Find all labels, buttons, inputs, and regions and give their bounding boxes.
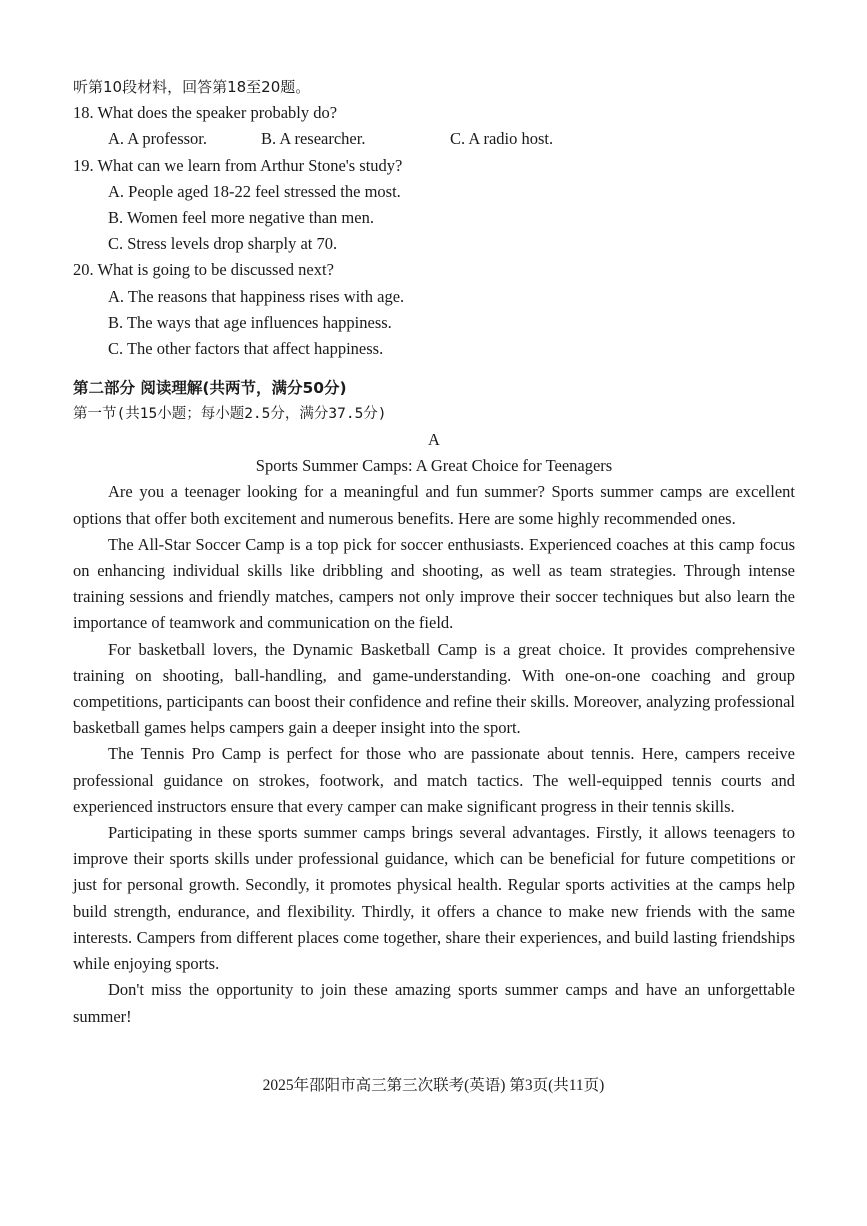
- passage-paragraph: Participating in these sports summer camps brings several advantages. Firstly, it allows teenagers to improve their sports skills under professional guidance, which can be beneficial for future competitions or just for personal growth. Secondly, it promotes physical health. Regular sports activities at the camps help build strength, endurance, and flexibility. Thirdly, it offers a chance to make new friends with the same interests. Campers from different places come together, share their experiences, and build lasting friendships while enjoying sports.: [73, 823, 795, 974]
- question-18-stem: 18. What does the speaker probably do?: [73, 103, 338, 123]
- section-title: 第二部分 阅读理解(共两节，满分50分): [73, 379, 347, 398]
- passage-paragraph: For basketball lovers, the Dynamic Basketball Camp is a great choice. It provides comprehensive training on shooting, ball-handling, and game-understanding. With one-on-one coaching and group competitions, participants can boost their confidence and refine their skills. Moreover, analyzing professional basketball games helps campers gain a deeper insight into the sport.: [73, 639, 795, 738]
- q20-option-a: A. The reasons that happiness rises with age.: [108, 286, 405, 306]
- page-footer: 2025年邵阳市高三第三次联考(英语) 第3页(共11页): [262, 1077, 605, 1094]
- q18-option-b: B. A researcher.: [261, 129, 366, 149]
- question-19-stem: 19. What can we learn from Arthur Stone's study?: [73, 155, 403, 175]
- q20-option-b: B. The ways that age influences happiness.: [108, 312, 392, 332]
- q19-option-a: A. People aged 18-22 feel stressed the most.: [108, 181, 401, 201]
- passage-letter: A: [428, 430, 440, 450]
- q19-option-c: C. Stress levels drop sharply at 70.: [108, 234, 338, 254]
- q18-option-a: A. A professor.: [108, 129, 207, 149]
- passage-paragraph: Don't miss the opportunity to join these amazing sports summer camps and have an unforgettable summer!: [73, 980, 795, 1026]
- q18-option-c: C. A radio host.: [450, 129, 554, 149]
- passage-title: Sports Summer Camps: A Great Choice for Teenagers: [255, 456, 613, 476]
- passage-paragraph: The All-Star Soccer Camp is a top pick for soccer enthusiasts. Experienced coaches at this camp focus on enhancing individual skills like dribbling and shooting, as well as team strategies. Through intense training sessions and friendly matches, campers not only improve their soccer techniques but also learn the importance of teamwork and communication on the field.: [73, 534, 795, 633]
- section-subtitle: 第一节(共15小题；每小题2.5分，满分37.5分): [73, 406, 387, 423]
- q19-option-b: B. Women feel more negative than men.: [108, 207, 374, 227]
- question-18-options: [73, 126, 795, 152]
- passage-paragraph: Are you a teenager looking for a meaningful and fun summer? Sports summer camps are excellent options that offer both excitement and numerous benefits. Here are some highly recommended ones.: [73, 482, 795, 528]
- listening-intro: 听第10段材料，回答第18至20题。: [73, 78, 311, 96]
- exam-page: [73, 74, 795, 1030]
- passage-paragraph: The Tennis Pro Camp is perfect for those who are passionate about tennis. Here, campers receive professional guidance on strokes, footwork, and match tactics. The well-equipped tennis courts and experienced instructors ensure that every camper can make significant progress in their tennis skills.: [73, 744, 795, 816]
- question-20-stem: 20. What is going to be discussed next?: [73, 260, 334, 280]
- q20-option-c: C. The other factors that affect happiness.: [108, 338, 384, 358]
